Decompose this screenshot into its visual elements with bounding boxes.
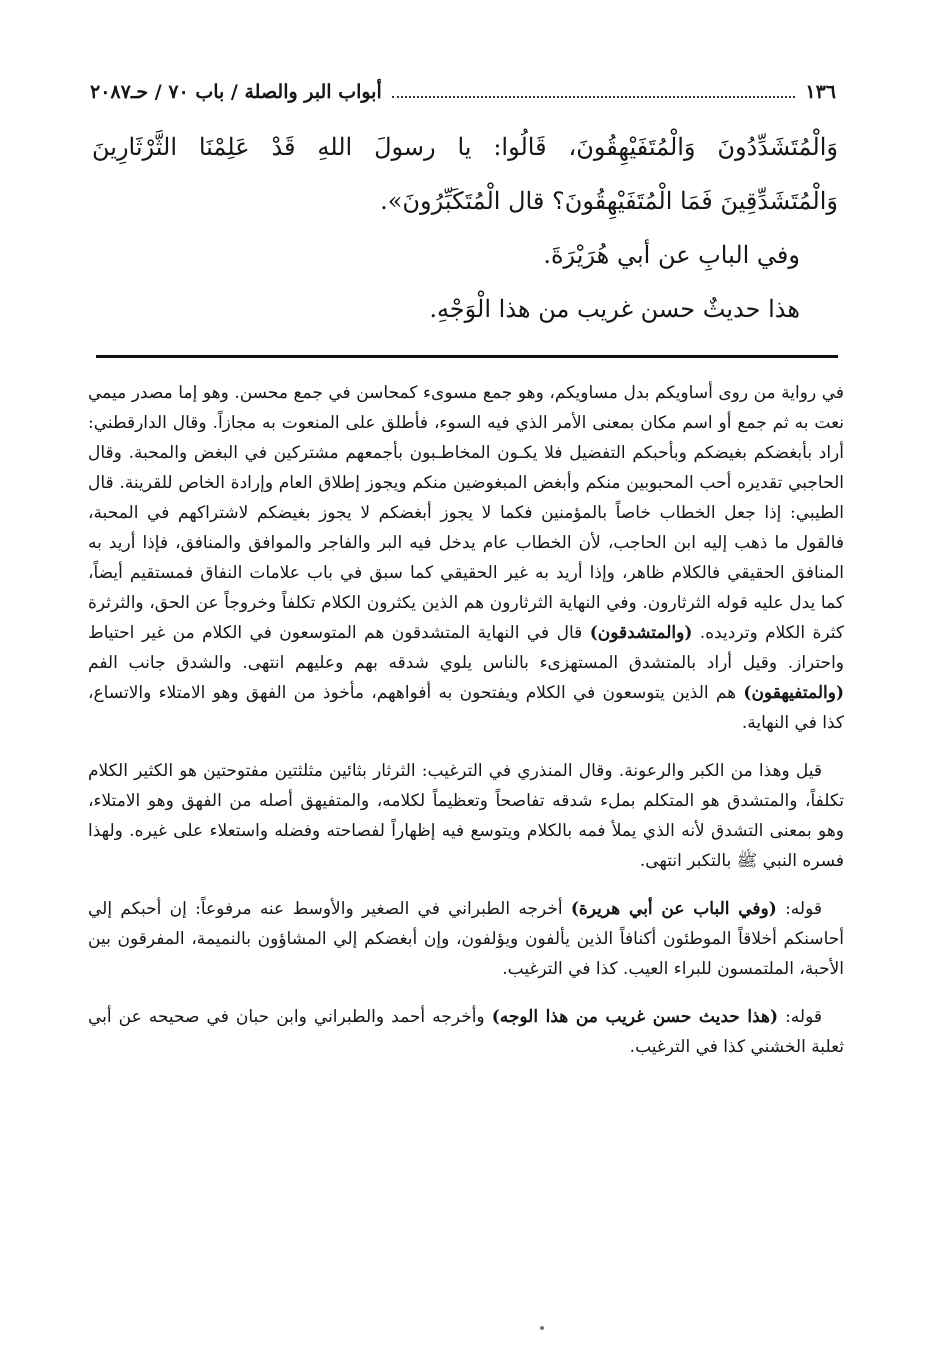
page-number: ١٣٦ [805,81,836,103]
bold-term: (والمتفيهقون) [743,683,844,703]
hadith-text [92,120,838,336]
commentary-text: هم الذين يتوسعون في الكلام ويفتحون به أفواههم، مأخوذ من الفهق وهو الامتلاء والاتساع، كذا في النهاية. [88,683,844,733]
running-header [90,80,836,110]
commentary-paragraph-4 [88,1002,844,1062]
chapter-title: أبواب البر والصلة / باب ٧٠ / حـ٢٠٨٧ [90,81,382,103]
commentary-paragraph-1 [88,378,844,738]
commentary-text: في رواية من روى أساويكم بدل مساويكم، وهو جمع مسوىء كمحاسن في جمع محسن. وهو إما مصدر ميمي نعت به ثم جمع أو اسم مكان بمعنى الأمر الذي فيه السوء، فأطلق على المنعوت به مجازاً. وقال الدارقطني: أراد بأبغضكم بغيضكم وبأحبكم التفضيل فلا يكـون المخاطـبون بأجمعهم مشتركين في البغض والمحبة. وقال الحاجبي تقديره أحب المحبوبين منكم وأبغض المبغوضين منكم ويجوز إطلاق العام وإرادة الخاص للقرينة. قال الطيبي: إذا جعل الخطاب خاصاً بالمؤمنين فكما لا يجوز أبغضكم لا يجوز بغيضكم لاشتراكهم في المحبة، فالقول ما ذهب إليه ابن الحاجب، لأن الخطاب عام يدخل فيه البر والفاجر والموافق والمنافق، فإذا أريد به المنافق الحقيقي فالكلام ظاهر، وإذا أريد به غير الحقيقي كما سبق في باب علامات النفاق فمستقيم أيضاً، كما يدل عليه قوله الثرثارون. وفي النهاية الثرثارون هم الذين يكثرون الكلام تكلفاً وخروجاً عن الحق، والثرثرة كثرة الكلام وترديده. [88,383,845,643]
commentary-text: وأخرجه أحمد والطبراني وابن حبان في صحيحه عن أبي ثعلبة الخشني كذا في الترغيب. [88,1007,844,1057]
commentary-text: أخرجه الطبراني في الصغير والأوسط عنه مرفوعاً: إن أحبكم إلي أحاسنكم أخلاقاً الموطئون أكنافاً الذين يألفون ويؤلفون، وإن أبغضكم إلي المشاؤون بالنميمة، المفرقون بين الأحبة، الملتمسون للبراء العيب. كذا في الترغيب. [88,899,844,979]
dotted-leader [392,80,796,98]
bold-term: (والمتشدقون) [589,623,693,643]
separator-rule [96,355,838,358]
hadith-paragraph-2: وفي البابِ عن أبي هُرَيْرَةَ. [543,241,800,269]
commentary-paragraph-3 [88,894,844,984]
hadith-paragraph-3: هذا حديثٌ حسن غريب من هذا الْوَجْهِ. [429,295,800,323]
bold-term: (وفي الباب عن أبي هريرة) [570,899,777,919]
commentary-lead: قوله: [785,1007,823,1027]
commentary-lead: قوله: [785,899,823,919]
scan-speck [540,1326,544,1330]
hadith-paragraph-1: وَالْمُتَشَدِّدُونَ وَالْمُتَفَيْهِقُونَ، قَالُوا: يا رسولَ اللهِ قَدْ عَلِمْنَا الثَّرْثَارِينَ وَالْمُتَشَدِّقِينَ فَمَا الْمُتَفَيْهِقُونَ؟ قال الْمُتَكَبِّرُونَ». [92,133,838,215]
commentary-text: قال في النهاية المتشدقون هم المتوسعون في الكلام من غير احتياط واحتراز. وقيل أراد بالمتشدق المستهزىء بالناس يلوي شدقه بهم وعليهم انتهى. والشدق جانب الفم [88,623,845,673]
commentary-paragraph-2: قيل وهذا من الكبر والرعونة. وقال المنذري في الترغيب: الثرثار بثائين مثلثتين مفتوحتين هو الكثير الكلام تكلفاً، والمتشدق هو المتكلم بملء شدقه تفاصحاً وتعظيماً لكلامه، والمتفيهق أصله من الفهق وهو الامتلاء، وهو بمعنى التشدق لأنه الذي يملأ فمه بالكلام ويتوسع فيه إظهاراً لفصاحته وفضله واستعلاء على غيره. ولهذا فسره النبي ﷺ بالتكبر انتهى. [88,761,844,871]
commentary-section [88,378,844,1080]
bold-term: (هذا حديث حسن غريب من هذا الوجه) [491,1007,779,1027]
